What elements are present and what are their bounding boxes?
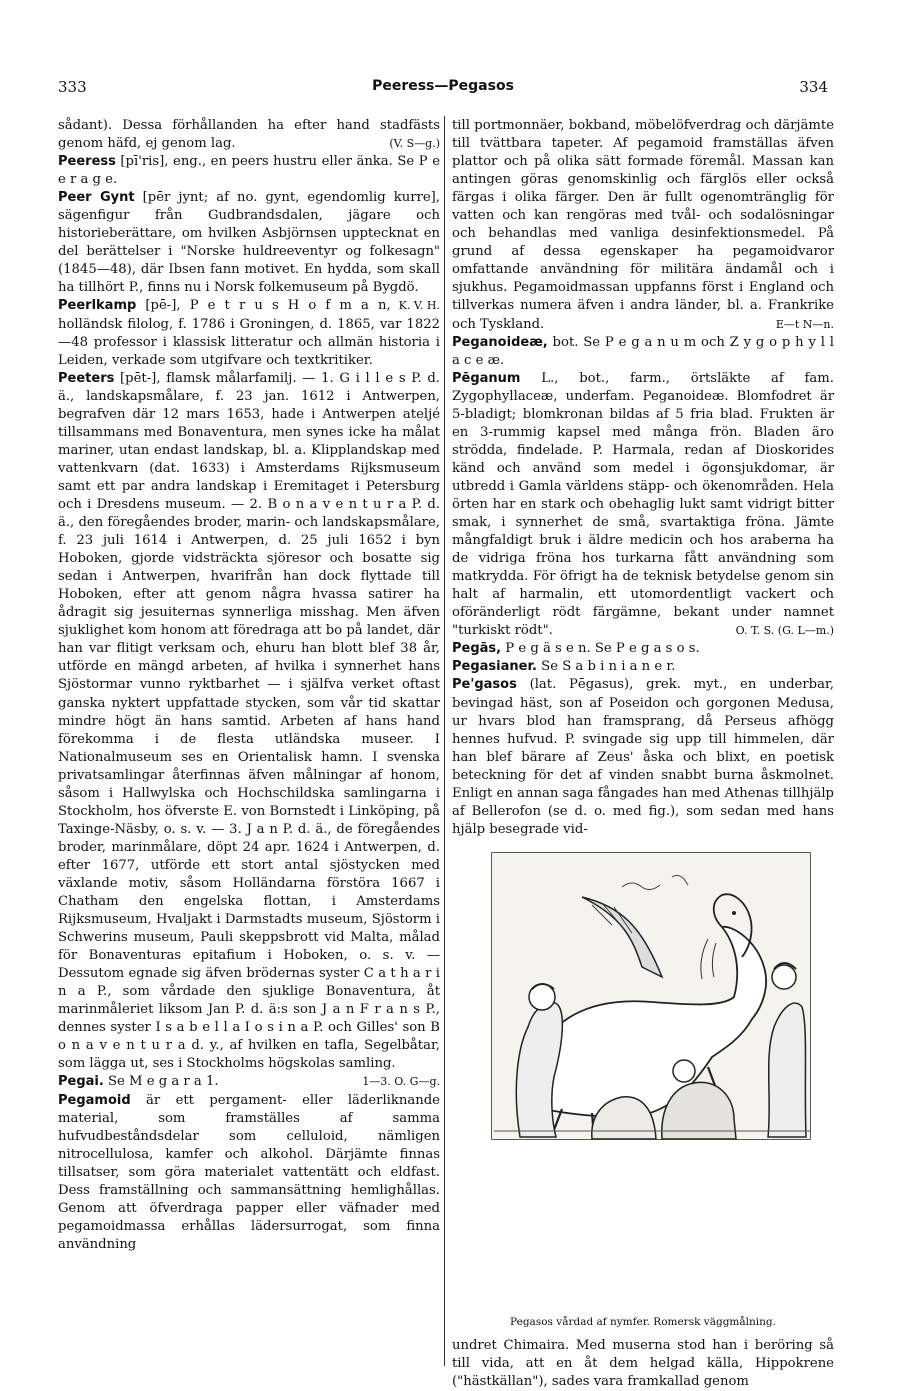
entry (452, 640, 834, 658)
entry-signature: K. V. H. (398, 299, 440, 313)
entry (452, 676, 834, 838)
entry-text: sådant). Dessa förhållanden ha efter hand stadfästs genom häfd, ej genom lag. (58, 118, 440, 152)
running-title: Peeress—Pegasos (372, 78, 514, 94)
right-column-continuation: undret Chimaira. Med muserna stod han i beröring så till vida, att en åt dem helgad källa, Hippokrene ("hästkällan"), sades vara framkallad genom (452, 1337, 834, 1389)
entry-headword: Pegai. (58, 1074, 104, 1090)
entry (58, 1092, 440, 1254)
entry-text: bot. Se P e g a n u m och Z y g o p h y l l a c e æ. (452, 334, 834, 368)
pegasus-figure (452, 847, 834, 1335)
entry (452, 658, 834, 676)
entry-text: [pēr jynt; af no. gynt, egendomlig kurre], sägenfigur från Gudbrandsdalen, jägare och historieberättare, om hvilken Asbjörnsen upptecknat en del berättelser i "Norske huldreeventyr og folkesagn" (1845—48), där Ibsen fann motivet. En hydda, som skall ha tillhört P., finns nu i Norsk folkemuseum på Bygdö. (58, 190, 440, 296)
entry (58, 297, 440, 369)
entry-headword: Peeters (58, 370, 115, 386)
entry-headword: Pegamoid (58, 1092, 131, 1108)
page-header (58, 78, 828, 100)
entry-text: [pēt-], flamsk målarfamilj. — 1. G i l l e s P. d. ä., landskapsmålare, f. 23 jan. 1612 i Antwerpen, begrafven där 12 mars 1653, hade i Antwerpen ateljé tillsammans med Bonaventura, men synes icke ha målat mariner, utan endast landskap, bl. a. Klipplandskap med vattenkvarn (dat. 1633) i Amsterdams Rijksmuseum samt ett par andra landskap i Eremitaget i Petersburg och i Dresdens museum. — 2. B o n a v e n t u r a P. d. ä., den föregåendes broder, marin- och landskapsmålare, f. 23 juli 1614 i Antwerpen, d. 25 juli 1652 i byn Hoboken, gjorde vidsträckta sjöresor och bosatte sig sedan i Antwerpen, hvarifrån han dock flyttade till Hoboken, efter att genom några hvassa satirer ha ådragit sig jesuiternas synnerliga misshag. Men äfven sjuklighet kom honom att föredraga att bo på landet, där han var flitigt verksam och, ehuru han blott blef 38 år, utförde en mängd arbeten, af hvilka i synnerhet hans Sjöstormar vunno ryktbarhet — i själfva verket oftast ganska nyktert uppfattade stycken, som vår tid skattar mindre högt än hans samtid. Arbeten af hans hand förekomma i de flesta utländska museer. I Nationalmuseum ses en Orientalisk hamn. I svenska privatsamlingar återfinnas äfven målningar af honom, såsom i Hallwylska och Hochschildska samlingarna i Stockholm, hos öfverste E. von Bornstedt i Linköping, på Taxinge-Näsby, o. s. v. — 3. J a n P. d. ä., de föregåendes broder, marinmålare, döpt 24 apr. 1624 i Antwerpen, d. efter 1677, utförde ett stort antal sjöstycken med växlande motiv, såsom Holländarna förstöra 1667 i Chatham den engelska flottan, i Amsterdams Rijksmuseum, Hvaljakt i Darmstadts museum, Sjöstorm i Schwerins museum, Pauli skeppsbrott vid Malta, målad för Bonaventuras epitafium i Hoboken, o. s. v. — Dessutom egnade sig äfven brödernas syster C a t h a r i n a P., som vårdade den sjuklige Bonaventura, åt marinmåleriet liksom Jan P. d. ä:s son J a n F r a n s P., dennes syster I s a b e l l a I o s i n a P. och Gilles' son B o n a v e n t u r a d. y., af hvilken en tafla, Segelbåtar, som lägga ut, ses i Stockholms högskolas samling. (58, 370, 440, 1072)
entry-headword: Peeress (58, 154, 116, 170)
right-column (452, 117, 834, 1391)
entry-headword: Peganoideæ, (452, 334, 548, 350)
entry-headword: Pegasianer. (452, 659, 537, 675)
entry-headword: Peerlkamp (58, 298, 137, 314)
right-column-entries (452, 117, 834, 839)
entry-headword: Pēganum (452, 370, 521, 386)
left-page-number: 333 (58, 78, 87, 96)
entry-signature: 1—3. O. G—g. (362, 1075, 440, 1089)
right-page-number: 334 (799, 78, 828, 96)
entry-text: [pī'ris], eng., en peers hustru eller änka. Se P e e r a g e. (58, 154, 440, 188)
entry-headword: Pe'gasos (452, 677, 517, 693)
pegasus-wall-painting-illustration (472, 847, 814, 1309)
entry (58, 117, 440, 153)
figure-caption: Pegasos vårdad af nymfer. Romersk väggmålning. (510, 1315, 776, 1328)
column-divider (444, 116, 445, 1366)
entry-text: (lat. Pēgasus), grek. myt., en underbar, bevingad häst, son af Poseidon och gorgonen Medusa, ur hvars blod han framsprang, då Perseus afhögg hennes hufvud. P. svingade sig upp till himmelen, där han blef bärare af Zeus' åska och blixt, en poetisk beteckning för det af vinden snabbt burna åskmolnet. Enligt en annan saga fångades han med Athenas tillhjälp af Bellerofon (se d. o. med fig.), som sedan med hans hjälp besegrade vid- (452, 677, 834, 837)
entry-headword: Peer Gynt (58, 190, 135, 206)
entry-text: L., bot., farm., örtsläkte af fam. Zygophyllaceæ, underfam. Peganoideæ. Blomfodret är 5-bladigt; blomkronan bildas af 5 fria blad. Frukten är en 3-rummig kapsel med många frön. Bladen äro strödda, findelade. P. Harmala, redan af Dioskorides känd och använd som medel i ögonsjukdomar, är utbredd i Gamla världens stäpp- och ökenområden. Hela örten har en stark och obehaglig lukt samt vidrigt bitter smak, i synnerhet de små, svartaktiga fröna. Jämte mångfaldigt bruk i äldre medicin och hos araberna ha de vidriga fröna hos turkarna fått användning som matkrydda. För öfrigt ha de teknisk betydelse genom sin halt af harmalin, ett utomordentligt vackert och oföränderligt rödt färgämne, bekant under namnet "turkiskt rödt". (452, 370, 834, 639)
entry-signature: (V. S—g.) (389, 137, 440, 151)
left-column (58, 117, 440, 1254)
entry (58, 153, 440, 189)
entry (452, 334, 834, 370)
entry-text: är ett pergament- eller läderliknande material, som framställes af samma hufvudbeståndsdelar som celluloid, nämligen nitrocellulosa, kamfer och alkohol. Därjämte finnas tillsatser, som göra materialet vattentätt och eldfast. Dess framställning och sammansättning hemlighållas. Genom att öfverdraga papper eller väfnader med pegamoidmassa erhållas lädersurrogat, som finna användning (58, 1092, 440, 1252)
entry-text: Se S a b i n i a n e r. (536, 659, 676, 675)
entry-signature: O. T. S. (G. L—m.) (735, 624, 834, 638)
entry (452, 117, 834, 334)
entry-headword: Pegās, (452, 641, 502, 657)
entry (452, 370, 834, 641)
entry-text: till portmonnäer, bokband, möbelöfverdrag och därjämte till tvättbara tapeter. Af pegamoid framställas äfven plattor och på olika sätt formade föremål. Massan kan antingen göras genomskinlig och färglös eller också färgas i olika färger. Den är fullt ogenomtränglig för vatten och kan rengöras med tvål- och sodalösningar och behandlas med vanliga desinfektionsmedel. På grund af dessa egenskaper ha pegamoidvaror omfattande användning för militära ändamål och i sjukhus. Pegamoidmassan uppfanns först i England och tillverkas numera äfven i andra länder, bl. a. Frankrike och Tyskland. (452, 118, 834, 332)
entry-text: P e g ä s e n. Se P e g a s o s. (501, 641, 700, 657)
entry-signature: E—t N—n. (775, 317, 834, 331)
entry-text: Se M e g a r a 1. (103, 1074, 219, 1090)
entry-text: [pē-], P e t r u s H o f m a n, holländsk filolog, f. 1786 i Groningen, d. 1865, var 1822—48 professor i klassisk litteratur och allmän historia i Leiden, verkade som utgifvare och textkritiker. (58, 298, 440, 368)
